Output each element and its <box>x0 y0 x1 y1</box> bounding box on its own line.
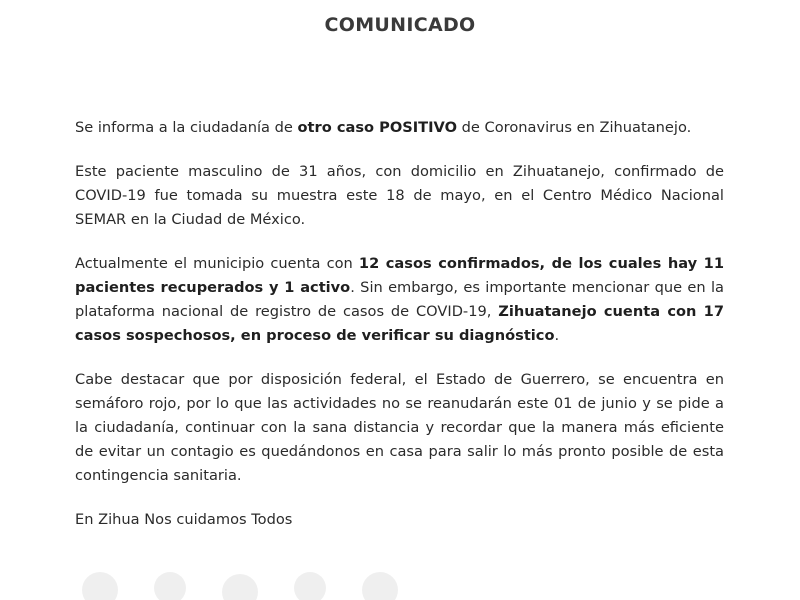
p1-text-c: de Coronavirus en Zihuatanejo. <box>457 119 692 136</box>
p1-bold-positive: otro caso POSITIVO <box>297 119 458 136</box>
p3-text-a: Actualmente el municipio cuenta con <box>75 255 359 272</box>
p3-bold-suspected: Zihuatanejo cuenta con 17 casos sospechosos, en proceso de verificar su diagnóstico <box>75 303 724 344</box>
p1-text-a: Se informa a la ciudadanía de <box>75 119 298 136</box>
paragraph-red-light: Cabe destacar que por disposición federal, el Estado de Guerrero, se encuentra en semáforo rojo, por lo que las actividades no se reanudarán este 01 de junio y se pide a la ciudadanía, continuar con la sana distancia y recordar que la manera más eficiente de evitar un contagio es quedándonos en casa para salir lo más pronto posible de esta contingencia sanitaria. <box>75 371 724 484</box>
paragraph-closing: En Zihua Nos cuidamos Todos <box>75 511 293 528</box>
paragraph-case-count <box>75 252 724 348</box>
document-title: COMUNICADO <box>324 14 476 36</box>
p3-text-e: . <box>554 327 560 344</box>
watermark-graphic <box>60 560 440 600</box>
paragraph-patient: Este paciente masculino de 31 años, con domicilio en Zihuatanejo, confirmado de COVID-19 fue tomada su muestra este 18 de mayo, en el Centro Médico Nacional SEMAR en la Ciudad de México. <box>75 163 724 228</box>
p3-text-c: . Sin embargo, es importante mencionar que en la plataforma nacional de registro de casos de COVID-19, <box>75 279 724 320</box>
document-body <box>75 116 724 552</box>
p3-bold-confirmed: 12 casos confirmados, de los cuales hay 11 pacientes recuperados y 1 activo <box>75 255 724 296</box>
paragraph-announcement <box>75 116 724 140</box>
